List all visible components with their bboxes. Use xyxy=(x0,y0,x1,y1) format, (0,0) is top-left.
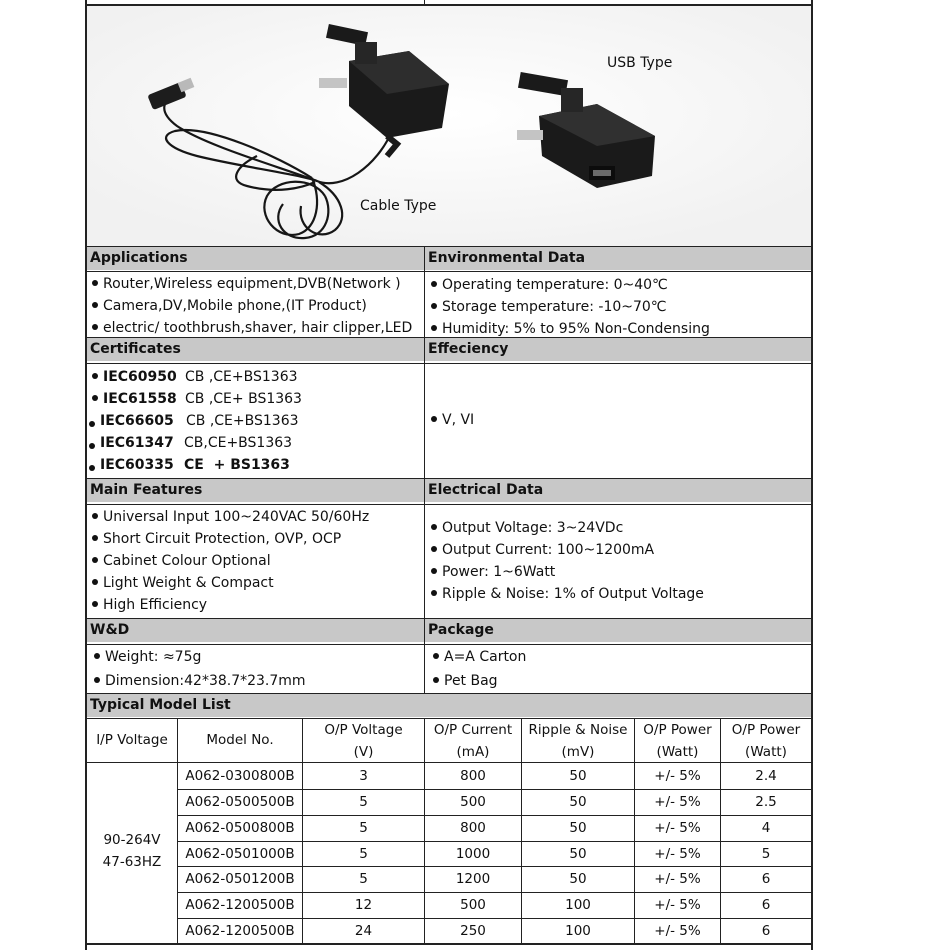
rule xyxy=(85,271,813,272)
adapter-illustration xyxy=(87,6,811,246)
ripple-noise-cell: 50 xyxy=(569,794,587,810)
list-item-text: Output Voltage: 3~24VDc xyxy=(442,520,624,536)
list-item xyxy=(92,553,271,569)
bullet-icon xyxy=(92,579,98,585)
column-header xyxy=(425,719,521,763)
header-unit: (Watt) xyxy=(745,744,787,760)
bullet-icon xyxy=(92,601,98,607)
column-header xyxy=(522,719,634,763)
output-voltage-cell: 5 xyxy=(359,820,368,836)
list-item xyxy=(94,649,201,665)
ripple-noise-cell: 50 xyxy=(569,846,587,862)
output-power-cell: 6 xyxy=(761,897,771,913)
list-item-text: Cabinet Colour Optional xyxy=(103,553,271,569)
certificate-standard: IEC60950 xyxy=(103,369,177,385)
rule xyxy=(85,504,813,505)
list-item-text: Humidity: 5% to 95% Non-Condensing xyxy=(442,321,710,337)
header-text: I/P Voltage xyxy=(96,732,168,748)
wd-header: W&D xyxy=(87,619,424,642)
column-header xyxy=(721,719,811,763)
header-text: Ripple & Noise xyxy=(528,722,628,738)
cable-type-label: Cable Type xyxy=(360,198,437,214)
certificate-marks: CB,CE+BS1363 xyxy=(184,435,293,451)
model-number-cell: A062-0500800B xyxy=(185,820,295,836)
column-header xyxy=(178,729,302,751)
power-tolerance-cell: +/- 5% xyxy=(654,794,701,810)
header-text: O/P Current xyxy=(433,722,513,738)
list-item-text: Light Weight & Compact xyxy=(103,575,274,591)
header-unit: (mA) xyxy=(456,744,490,760)
list-item-text: Weight: ≈75g xyxy=(105,649,202,665)
bullet-icon xyxy=(431,416,437,422)
bullet-icon xyxy=(94,677,100,683)
output-power-cell: 2.4 xyxy=(755,768,777,784)
input-voltage-range: 90-264V xyxy=(103,832,161,848)
list-item-text: Universal Input 100~240VAC 50/60Hz xyxy=(103,509,370,525)
output-power-cell: 4 xyxy=(761,820,771,836)
bullet-icon xyxy=(431,325,437,331)
product-photo xyxy=(87,6,811,246)
power-tolerance-cell: +/- 5% xyxy=(654,871,701,887)
power-tolerance-cell: +/- 5% xyxy=(654,820,701,836)
list-item xyxy=(92,575,274,591)
certificate-standard: IEC61558 xyxy=(103,391,177,407)
bullet-icon xyxy=(433,677,439,683)
bullet-icon xyxy=(89,443,95,449)
list-item xyxy=(431,277,668,293)
list-item-text: A=A Carton xyxy=(444,649,527,665)
model-number-cell: A062-0300800B xyxy=(185,768,295,784)
certificate-marks: CE + BS1363 xyxy=(184,457,290,473)
bullet-icon xyxy=(89,465,95,471)
output-voltage-cell: 5 xyxy=(359,794,368,810)
list-item xyxy=(94,673,306,689)
output-power-cell: 6 xyxy=(761,871,771,887)
bullet-icon xyxy=(92,302,98,308)
output-current-cell: 800 xyxy=(460,820,486,836)
bullet-icon xyxy=(431,546,437,552)
model-number-cell: A062-1200500B xyxy=(185,923,295,939)
list-item xyxy=(431,586,704,602)
rule xyxy=(85,644,813,645)
bullet-icon xyxy=(94,653,100,659)
list-item xyxy=(431,564,555,580)
output-voltage-cell: 12 xyxy=(354,897,373,913)
bullet-icon xyxy=(431,590,437,596)
ripple-noise-cell: 100 xyxy=(565,923,591,939)
output-voltage-cell: 5 xyxy=(359,846,368,862)
power-tolerance-cell: +/- 5% xyxy=(654,846,701,862)
efficiency-header: Effeciency xyxy=(425,338,811,361)
certificate-marks: CB ,CE+ BS1363 xyxy=(185,391,302,407)
header-unit: (V) xyxy=(353,744,374,760)
output-voltage-cell: 24 xyxy=(354,923,373,939)
power-tolerance-cell: +/- 5% xyxy=(654,897,701,913)
header-unit: (mV) xyxy=(561,744,595,760)
list-item-text: Operating temperature: 0~40℃ xyxy=(442,277,668,293)
bullet-icon xyxy=(92,373,98,379)
certificate-marks: CB ,CE+BS1363 xyxy=(185,369,298,385)
certificate-item xyxy=(89,435,292,451)
bullet-icon xyxy=(431,568,437,574)
list-item-text: Storage temperature: -10~70℃ xyxy=(442,299,667,315)
list-item xyxy=(431,412,474,428)
applications-header: Applications xyxy=(87,247,424,270)
bullet-icon xyxy=(433,653,439,659)
list-item xyxy=(431,299,667,315)
rule xyxy=(85,363,813,364)
bullet-icon xyxy=(92,395,98,401)
list-item-text: Pet Bag xyxy=(444,673,498,689)
certificate-marks: CB ,CE+BS1363 xyxy=(186,413,299,429)
certificate-standard: IEC66605 xyxy=(100,413,174,429)
bullet-icon xyxy=(431,524,437,530)
input-voltage-cell xyxy=(87,829,177,873)
header-text: O/P Power xyxy=(731,722,801,738)
output-current-cell: 800 xyxy=(460,768,486,784)
ripple-noise-cell: 100 xyxy=(565,897,591,913)
output-current-cell: 500 xyxy=(460,794,486,810)
output-voltage-cell: 3 xyxy=(359,768,368,784)
ripple-noise-cell: 50 xyxy=(569,768,587,784)
list-item xyxy=(92,509,369,525)
column-header xyxy=(87,729,177,751)
output-current-cell: 1000 xyxy=(455,846,491,862)
usb-type-label: USB Type xyxy=(607,55,673,71)
list-item-text: V, VI xyxy=(442,412,475,428)
certificate-standard: IEC60335 xyxy=(100,457,174,473)
model-list-header: Typical Model List xyxy=(87,694,811,717)
package-header: Package xyxy=(425,619,811,642)
bullet-icon xyxy=(92,513,98,519)
list-item xyxy=(92,276,401,292)
model-number-cell: A062-0501000B xyxy=(185,846,295,862)
list-item-text: Output Current: 100~1200mA xyxy=(442,542,655,558)
certificate-item xyxy=(92,391,302,407)
certificate-item xyxy=(92,369,298,385)
bullet-icon xyxy=(92,324,98,330)
bullet-icon xyxy=(89,421,95,427)
bullet-icon xyxy=(431,281,437,287)
environmental-header: Environmental Data xyxy=(425,247,811,270)
output-current-cell: 1200 xyxy=(455,871,491,887)
output-current-cell: 250 xyxy=(460,923,486,939)
ripple-noise-cell: 50 xyxy=(569,820,587,836)
column-header xyxy=(635,719,720,763)
certificate-standard: IEC61347 xyxy=(100,435,174,451)
list-item xyxy=(431,542,654,558)
header-text: O/P Power xyxy=(643,722,712,738)
bullet-icon xyxy=(92,535,98,541)
certificate-item xyxy=(89,413,299,429)
top-divider xyxy=(424,0,425,5)
power-tolerance-cell: +/- 5% xyxy=(654,768,701,784)
list-item-text: High Efficiency xyxy=(103,597,208,613)
list-item-text: Ripple & Noise: 1% of Output Voltage xyxy=(442,586,704,602)
list-item-text: Camera,DV,Mobile phone,(IT Product) xyxy=(103,298,367,314)
output-power-cell: 6 xyxy=(761,923,771,939)
model-number-cell: A062-1200500B xyxy=(185,897,295,913)
list-item-text: Short Circuit Protection, OVP, OCP xyxy=(103,531,342,547)
output-current-cell: 500 xyxy=(460,897,486,913)
model-number-cell: A062-0500500B xyxy=(185,794,295,810)
ripple-noise-cell: 50 xyxy=(569,871,587,887)
column-header xyxy=(303,719,424,763)
model-number-cell: A062-0501200B xyxy=(185,871,295,887)
electrical-header: Electrical Data xyxy=(425,479,811,502)
list-item xyxy=(433,673,498,689)
list-item xyxy=(92,298,367,314)
list-item xyxy=(431,520,623,536)
power-tolerance-cell: +/- 5% xyxy=(654,923,701,939)
features-header: Main Features xyxy=(87,479,424,502)
list-item xyxy=(92,320,412,336)
list-item-text: electric/ toothbrush,shaver, hair clipper,LED xyxy=(103,320,413,336)
header-text: O/P Voltage xyxy=(324,722,403,738)
list-item xyxy=(92,597,207,613)
list-item xyxy=(431,321,710,337)
output-power-cell: 5 xyxy=(761,846,771,862)
list-item-text: Dimension:42*38.7*23.7mm xyxy=(105,673,306,689)
bullet-icon xyxy=(92,557,98,563)
list-item-text: Router,Wireless equipment,DVB(Network ) xyxy=(103,276,401,292)
header-unit: (Watt) xyxy=(656,744,699,760)
bullet-icon xyxy=(431,303,437,309)
output-power-cell: 2.5 xyxy=(755,794,777,810)
certificate-item xyxy=(89,457,290,473)
bullet-icon xyxy=(92,280,98,286)
header-text: Model No. xyxy=(206,732,274,748)
output-voltage-cell: 5 xyxy=(359,871,368,887)
list-item xyxy=(433,649,526,665)
certificates-header: Certificates xyxy=(87,338,424,361)
list-item-text: Power: 1~6Watt xyxy=(442,564,556,580)
input-frequency-range: 47-63HZ xyxy=(102,854,162,870)
list-item xyxy=(92,531,341,547)
